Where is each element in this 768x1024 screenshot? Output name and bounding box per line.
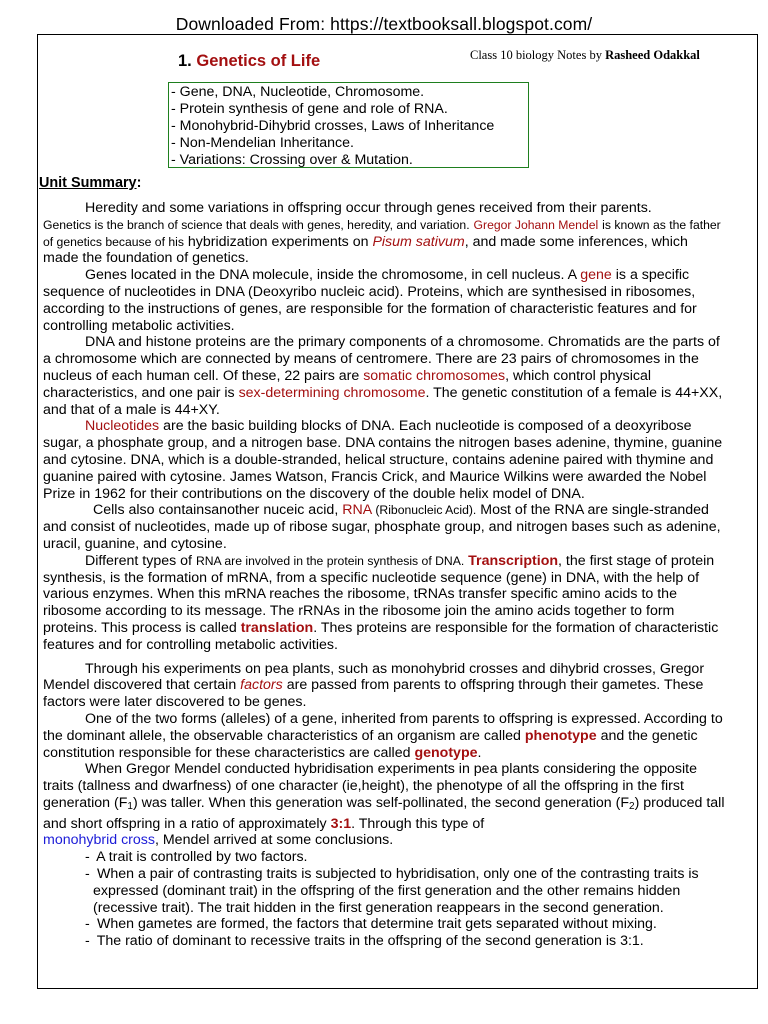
paragraph-rna: Cells also containsanother nuceic acid, RNA (Ribonucleic Acid). Most of the RNA are single-stranded and consist of nucleotides, made up of ribose sugar, phosphate group, and nitrogen bases such as adenine, uracil, guanine, and cytosine. xyxy=(43,502,721,552)
term-nucleotides: Nucleotides xyxy=(85,418,160,435)
unit-summary-heading: Unit Summary: xyxy=(39,175,142,191)
paragraph-gene: Genes located in the DNA molecule, inside the chromosome, in cell nucleus. A gene is a specific sequence of nucleotides in DNA (Deoxyribo nucleic acid). Proteins, which are synthesised in ribosomes, according to the instructions of genes, are responsible for the formation of characteristic features and for controlling metabolic activities. xyxy=(43,267,697,334)
byline-author: Rasheed Odakkal xyxy=(605,48,700,62)
term-factors: factors xyxy=(240,677,283,694)
term-ratio: 3:1 xyxy=(330,815,352,832)
term-translation: translation xyxy=(240,619,314,636)
paragraph-genetics: Genetics is the branch of science that deals with genes, heredity, and variation. Gregor Johann Mendel is known as the father of genetics because of his hybridization experiments on Pisum sativum, and made some inferences, which made the foundation of genetics. xyxy=(43,217,721,267)
paragraph-protein-synthesis: Different types of RNA are involved in the protein synthesis of DNA. Transcription, the first stage of protein synthesis, is the formation of mRNA, from a specific nucleotide sequence (gene) in DNA, with the help of various enzymes. When this mRNA reaches the ribosome, tRNAs transfer specific amino acids to the ribosome according to its message. The rRNAs in the ribosome join the amino acids together to form proteins. This process is called translation. Thes proteins are responsible for the formation of characteristic features and for controlling metabolic activities. xyxy=(43,552,719,653)
list-item: - The ratio of dominant to recessive traits in the offspring of the second generation is 3:1. xyxy=(85,933,644,950)
term-somatic: somatic chromosomes xyxy=(363,367,506,384)
term-gene: gene xyxy=(580,267,612,284)
summary-body xyxy=(43,200,726,950)
paragraph-mendel-factors: Through his experiments on pea plants, such as monohybrid crosses and dihybrid crosses, Gregor Mendel discovered that certain factors are passed from parents to offspring through their gametes. These factors were later discovered to be genes. xyxy=(43,660,705,711)
download-source-header: Downloaded From: https://textbooksall.blogspot.com/ xyxy=(175,14,593,34)
topic-item: - Monohybrid-Dihybrid crosses, Laws of Inheritance xyxy=(171,118,495,134)
chapter-number: 1. xyxy=(178,52,192,70)
paragraph-chromosome: DNA and histone proteins are the primary components of a chromosome. Chromatids are the parts of a chromosome which are connected by means of centromere. There are 23 pairs of chromosomes in the nucleus of each human cell. Of these, 22 pairs are somatic chromosomes, which control physical characteristics, and one pair is sex-determining chromosome. The genetic constitution of a female is 44+XX, and that of a male is 44+XY. xyxy=(43,334,723,418)
topic-item: - Non-Mendelian Inheritance. xyxy=(171,135,354,151)
topic-item: - Protein synthesis of gene and role of RNA. xyxy=(171,101,448,117)
topic-item: - Gene, DNA, Nucleotide, Chromosome. xyxy=(171,84,425,100)
list-item: - A trait is controlled by two factors. xyxy=(85,849,308,866)
term-monohybrid-cross: monohybrid cross xyxy=(43,832,155,849)
paragraph-heredity: Heredity and some variations in offspring occur through genes received from their parents. xyxy=(85,200,652,216)
byline xyxy=(470,48,700,63)
term-pisum-sativum: Pisum sativum xyxy=(372,233,465,250)
chapter-title xyxy=(178,52,320,71)
list-item: - When a pair of contrasting traits is subjected to hybridisation, only one of the contrasting traits is expressed (dominant trait) in the offspring of the first generation and the other remains hidden (recessive trait). The trait hidden in the first generation reappears in the second generation. xyxy=(85,866,699,916)
topic-item: - Variations: Crossing over & Mutation. xyxy=(171,152,413,168)
term-genotype: genotype xyxy=(414,744,478,761)
topics-box xyxy=(168,82,529,168)
term-transcription: Transcription xyxy=(468,552,559,569)
paragraph-monohybrid: When Gregor Mendel conducted hybridisation experiments in pea plants considering the opposite traits (tallness and dwarfness) of one character (ie,height), the phenotype of all the offspring in the first generation $(F_1)$ was taller. When this generation was self-pollinated, the second generation $(F_2)$ produced tall and short offspring in a ratio of approximately 3:1. Through this type of monohybrid cross, Mendel arrived at some conclusions. xyxy=(43,761,725,849)
chapter-title-text: Genetics of Life xyxy=(196,52,321,70)
paragraph-nucleotides: Nucleotides are the basic building blocks of DNA. Each nucleotide is composed of a deoxyribose sugar, a phosphate group, and a nitrogen base. DNA contains the nitrogen bases adenine, thymine, guanine and cytosine. DNA, which is a double-stranded, helical structure, contains adenine paired with thymine and guanine paired with cytosine. James Watson, Francis Crick, and Maurice Wilkins were awarded the Nobel Prize in 1962 for their contributions on the discovery of the double helix model of DNA. xyxy=(43,418,723,502)
term-rna: RNA xyxy=(342,502,372,519)
paragraph-alleles: One of the two forms (alleles) of a gene, inherited from parents to offspring is expressed. According to the dominant allele, the observable characteristics of an organism are called phenotype and the genetic constitution responsible for these characteristics are called genotype. xyxy=(43,710,723,761)
term-sex-determining: sex-determining chromosome xyxy=(238,384,426,401)
term-phenotype: phenotype xyxy=(524,727,597,744)
list-item: - When gametes are formed, the factors that determine trait gets separated without mixing. xyxy=(85,916,657,933)
conclusions-list xyxy=(43,849,726,950)
byline-prefix: Class 10 biology Notes by xyxy=(470,48,602,62)
term-mendel: Gregor Johann Mendel xyxy=(473,217,599,232)
